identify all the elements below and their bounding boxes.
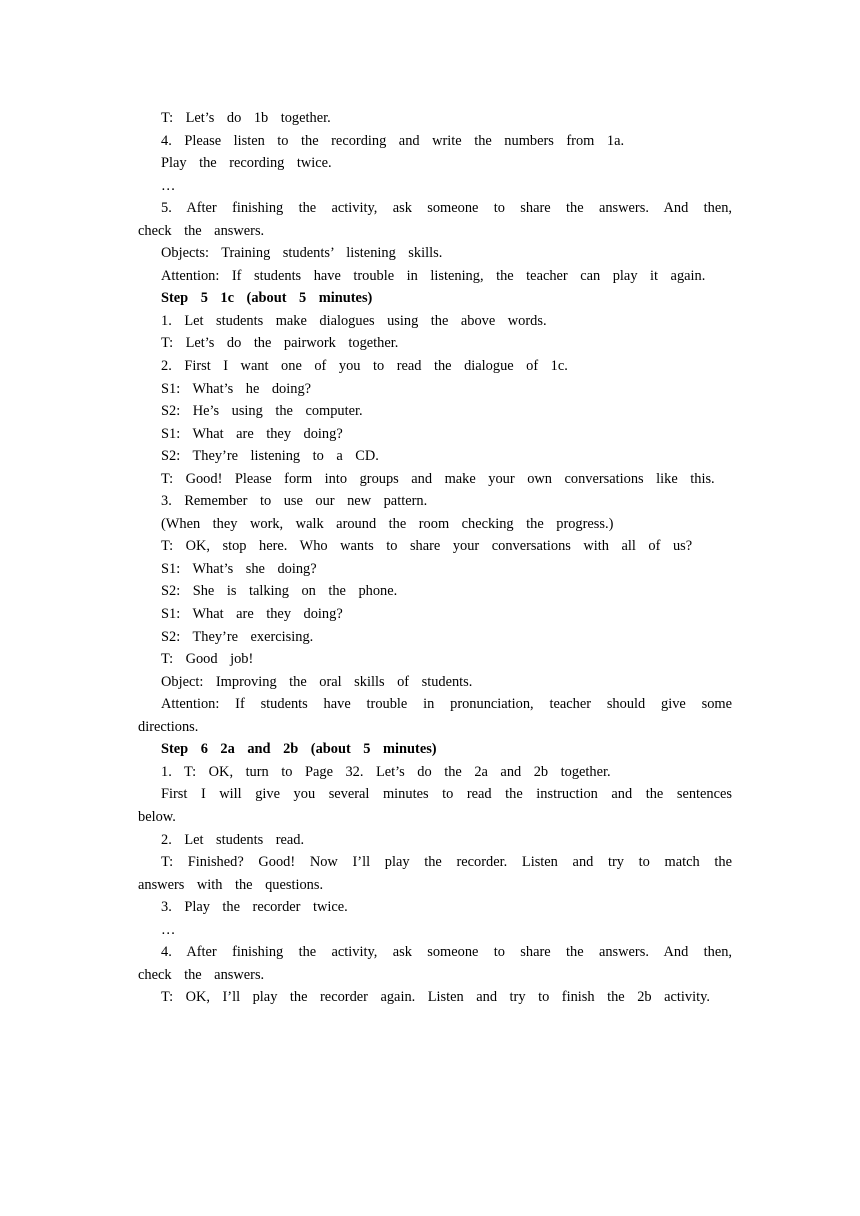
section-heading: Step 5 1c (about 5 minutes)	[161, 290, 373, 307]
paragraph: Play the recording twice.	[161, 155, 332, 172]
paragraph: …	[161, 921, 176, 938]
paragraph: 1. T: OK, turn to Page 32. Let’s do the 2a and 2b together.	[161, 763, 611, 780]
section-heading: Step 6 2a and 2b (about 5 minutes)	[161, 741, 437, 758]
paragraph: T: Finished? Good! Now I’ll play the recorder. Listen and try to match the answers with the questions.	[138, 854, 732, 893]
paragraph: S2: She is talking on the phone.	[161, 583, 398, 600]
paragraph: Objects: Training students’ listening skills.	[161, 245, 443, 262]
paragraph: 5. After finishing the activity, ask someone to share the answers. And then, check the answers.	[138, 200, 732, 239]
paragraph: 2. Let students read.	[161, 831, 305, 848]
paragraph: S1: What are they doing?	[161, 425, 343, 442]
paragraph: 2. First I want one of you to read the dialogue of 1c.	[161, 358, 568, 375]
paragraph: S1: What’s she doing?	[161, 560, 317, 577]
paragraph: 4. Please listen to the recording and write the numbers from 1a.	[161, 132, 625, 149]
paragraph: Attention: If students have trouble in pronunciation, teacher should give some directions.	[138, 696, 732, 735]
paragraph: 3. Play the recorder twice.	[161, 899, 348, 916]
paragraph: T: Let’s do 1b together.	[161, 110, 331, 126]
paragraph: S2: He’s using the computer.	[161, 403, 363, 420]
paragraph: S2: They’re listening to a CD.	[161, 448, 379, 465]
paragraph: 4. After finishing the activity, ask someone to share the answers. And then, check the answers.	[138, 944, 732, 983]
paragraph: T: OK, stop here. Who wants to share your conversations with all of us?	[161, 538, 693, 555]
paragraph: S2: They’re exercising.	[161, 628, 314, 645]
paragraph: S1: What are they doing?	[161, 606, 343, 623]
paragraph: First I will give you several minutes to read the instruction and the sentences below.	[138, 786, 732, 825]
paragraph: 3. Remember to use our new pattern.	[161, 493, 428, 510]
paragraph: Object: Improving the oral skills of students.	[161, 673, 473, 690]
paragraph: T: OK, I’ll play the recorder again. Listen and try to finish the 2b activity.	[161, 989, 710, 1006]
paragraph: T: Good! Please form into groups and make your own conversations like this.	[161, 470, 715, 487]
paragraph: T: Good job!	[161, 651, 254, 668]
paragraph: Attention: If students have trouble in listening, the teacher can play it again.	[161, 267, 706, 284]
paragraph: …	[161, 177, 176, 194]
document-body	[138, 107, 732, 1009]
paragraph: (When they work, walk around the room checking the progress.)	[161, 515, 614, 532]
paragraph: S1: What’s he doing?	[161, 380, 312, 397]
paragraph: 1. Let students make dialogues using the above words.	[161, 312, 547, 329]
paragraph: T: Let’s do the pairwork together.	[161, 335, 399, 352]
